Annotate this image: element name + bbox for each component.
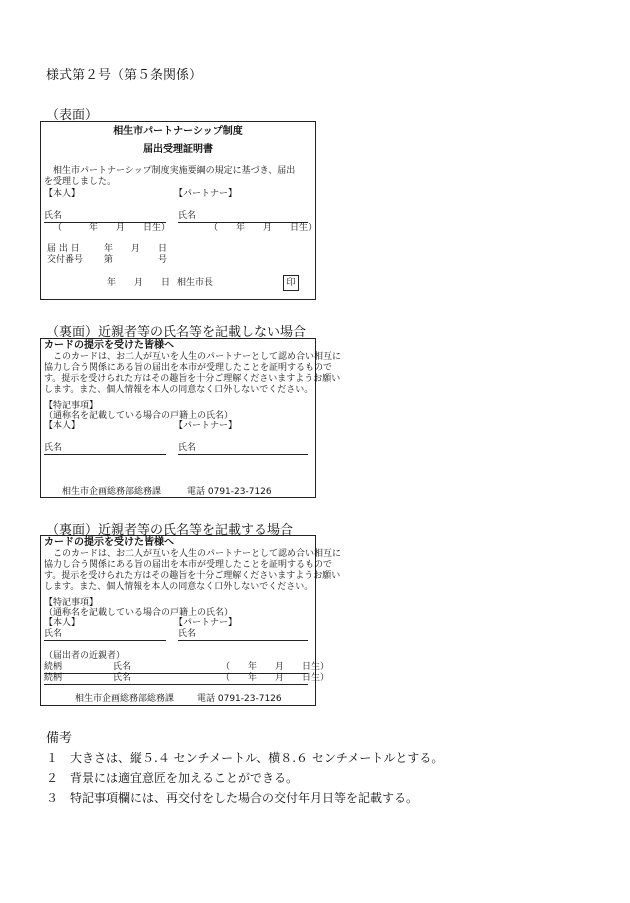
front-birth-self: （ 年 月 日生）: [53, 223, 171, 233]
back2-self-label: 【本人】: [44, 618, 81, 628]
back2-name-label-partner: 氏名: [178, 629, 197, 639]
back2-name-line-partner: [178, 640, 308, 641]
back1-self-label: 【本人】: [44, 421, 81, 431]
front-name-label-self: 氏名: [44, 211, 63, 221]
front-name-label-partner: 氏名: [178, 211, 197, 221]
back2-heading: （裏面）近親者等の氏名等を記載する場合: [46, 523, 294, 538]
back1-partner-label: 【パートナー】: [174, 421, 238, 431]
front-self-label: 【本人】: [44, 189, 81, 199]
back2-special-label: 【特記事項】: [44, 598, 99, 608]
back1-dept: 相生市企画総務部総務課: [62, 487, 162, 497]
back2-rel-name-label-2: 氏名: [113, 673, 132, 683]
back2-notice-line4: します。また、個人情報を本人の同意なく口外しないでください。: [44, 582, 314, 592]
remarks-item-2: ２ 背景には適宜意匠を加えることができる。: [46, 771, 299, 785]
back2-relation-label-1: 続柄: [44, 662, 63, 672]
back2-rel-birth-2: （ 年 月 日生）: [221, 673, 330, 683]
back1-name-label-self: 氏名: [44, 443, 63, 453]
back2-relatives-label: （届出者の近親者）: [44, 651, 126, 661]
back1-notice-line4: します。また、個人情報を本人の同意なく口外しないでください。: [44, 385, 314, 395]
front-filing-date-value: 年 月 日: [104, 244, 168, 254]
back2-rel-name-label-1: 氏名: [113, 662, 132, 672]
back1-special-label: 【特記事項】: [44, 401, 99, 411]
back1-notice-line3: す。提示を受けられた方はその趣旨を十分ご理解くださいますようお願い: [44, 374, 341, 384]
back2-relation-label-2: 続柄: [44, 673, 63, 683]
back2-notice-line3: す。提示を受けられた方はその趣旨を十分ご理解くださいますようお願い: [44, 571, 341, 581]
back2-relative-line-2: [44, 684, 308, 685]
back2-notice-line2: 協力し合う関係にある旨の届出を本市が受理したことを証明するもので: [44, 560, 333, 570]
back2-name-label-self: 氏名: [44, 629, 63, 639]
back2-rel-birth-1: （ 年 月 日生）: [221, 662, 330, 672]
front-card-subtitle: 届出受理証明書: [143, 144, 213, 155]
back1-alias-note: （通称名を記載している場合の戸籍上の氏名）: [44, 411, 234, 421]
front-issue-date: 年 月 日: [107, 278, 171, 288]
back1-notice-line1: このカードは、お二人が互いを人生のパートナーとして認め合い相互に: [53, 352, 342, 362]
back1-heading: （裏面）近親者等の氏名等を記載しない場合: [46, 325, 307, 340]
front-card: [40, 121, 316, 300]
front-heading: （表面）: [46, 108, 99, 123]
front-seal: 印: [283, 275, 299, 291]
front-card-title: 相生市パートナーシップ制度: [113, 126, 243, 137]
remarks-title: 備考: [46, 731, 73, 746]
back1-name-line-self: [44, 454, 166, 455]
front-issue-no-value: 第 号: [104, 255, 168, 265]
front-mayor: 相生市長: [177, 278, 214, 288]
back2-alias-note: （通称名を記載している場合の戸籍上の氏名）: [44, 608, 234, 618]
back2-name-line-self: [44, 640, 166, 641]
remarks-item-1: １ 大きさは、縦５.４ センチメートル、横８.６ センチメートルとする。: [46, 751, 444, 765]
back2-partner-label: 【パートナー】: [174, 618, 238, 628]
back2-phone: 電話 0791-23-7126: [197, 694, 282, 704]
front-filing-date-label: 届 出 日: [47, 244, 80, 254]
back1-notice-title: カードの提示を受けた皆様へ: [44, 340, 174, 351]
front-body-line2: を受理しました。: [44, 177, 117, 187]
back1-name-label-partner: 氏名: [178, 443, 197, 453]
back2-notice-line1: このカードは、お二人が互いを人生のパートナーとして認め合い相互に: [53, 549, 342, 559]
front-birth-partner: （ 年 月 日生）: [209, 223, 318, 233]
front-issue-no-label: 交付番号: [47, 255, 84, 265]
back1-name-line-partner: [178, 454, 308, 455]
back2-notice-title: カードの提示を受けた皆様へ: [44, 537, 174, 548]
front-body-line1: 相生市パートナーシップ制度実施要綱の規定に基づき、届出: [53, 166, 296, 176]
back1-card: [40, 338, 342, 498]
back1-phone: 電話 0791-23-7126: [187, 487, 272, 497]
remarks-item-3: ３ 特記事項欄には、再交付をした場合の交付年月日等を記載する。: [46, 791, 419, 805]
front-partner-label: 【パートナー】: [174, 189, 238, 199]
form-title: 様式第２号（第５条関係）: [46, 68, 203, 83]
back2-dept: 相生市企画総務部総務課: [75, 694, 175, 704]
back2-card: [40, 535, 342, 706]
back1-notice-line2: 協力し合う関係にある旨の届出を本市が受理したことを証明するもので: [44, 363, 333, 373]
